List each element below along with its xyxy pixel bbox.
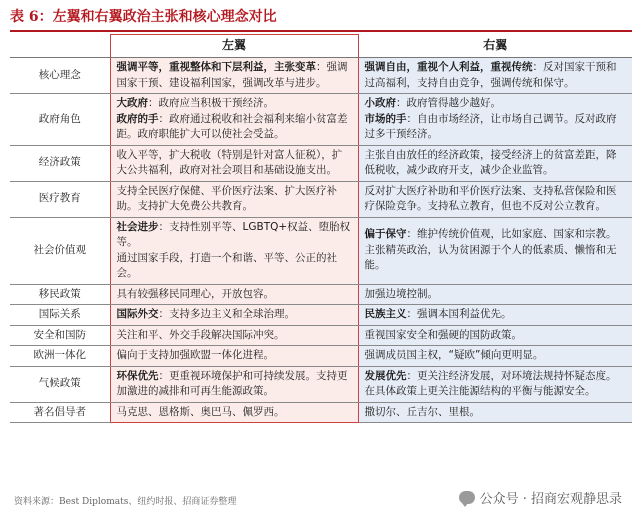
cell-emphasis: 环保优先	[116, 369, 159, 382]
table-row	[10, 346, 632, 367]
table-row	[10, 284, 632, 305]
cell-paragraph	[365, 112, 627, 143]
row-topic: 经济政策	[10, 145, 110, 181]
cell-text: 反对扩大医疗补助和平价医疗法案、支持私营保险和医疗保险竞争。支持私立教育，但也不反对公立教育。	[364, 184, 617, 212]
left-wing-cell	[110, 284, 358, 305]
cell-text: 偏向于支持加强欧盟一体化进程。	[116, 349, 274, 361]
table-row	[10, 145, 632, 181]
cell-emphasis: 大政府	[116, 97, 148, 109]
cell-paragraph	[117, 184, 352, 215]
table-row	[10, 181, 632, 217]
cell-text: ：政府应当积极干预经济。	[148, 97, 274, 109]
right-wing-cell	[358, 58, 632, 94]
left-wing-cell	[110, 94, 358, 146]
right-wing-cell	[358, 366, 632, 402]
cell-paragraph	[117, 405, 352, 421]
table-row	[10, 217, 632, 284]
cell-text: 主张精英政治，认为贫困源于个人的低素质、懒惰和无能。	[364, 243, 617, 272]
cell-text: ：政府通过税收和社会福利来缩小贫富差距。政府职能扩大可以使社会受益。	[116, 112, 348, 140]
cell-text: ：反对国家干预和过高福利，支持自由竞争，强调传统和保守。	[364, 61, 617, 89]
right-wing-cell	[358, 284, 632, 305]
cell-emphasis: 民族主义	[364, 308, 407, 320]
header-row	[10, 35, 632, 58]
table-row	[10, 325, 632, 346]
cell-paragraph	[117, 220, 352, 251]
cell-emphasis: 政府的手	[116, 112, 159, 125]
cell-text: 加强边境控制。	[364, 287, 438, 300]
table-row	[10, 94, 632, 146]
table-row	[10, 402, 632, 423]
cell-paragraph	[117, 251, 352, 282]
cell-paragraph	[365, 287, 627, 303]
cell-text: 关注和平、外交手段解决国际冲突。	[116, 328, 285, 341]
cell-paragraph	[365, 328, 627, 344]
header-left-wing: 左翼	[110, 35, 358, 58]
cell-text: 强调成员国主权，“疑欧”倾向更明显。	[364, 349, 544, 361]
cell-text: 马克思、恩格斯、奥巴马、佩罗西。	[116, 405, 285, 418]
cell-text: ：自由市场经济，让市场自己调节。反对政府过多干预经济。	[364, 112, 617, 140]
cell-paragraph	[365, 243, 627, 274]
row-topic: 著名倡导者	[10, 402, 110, 423]
cell-paragraph	[365, 96, 627, 112]
cell-paragraph	[117, 307, 352, 323]
cell-emphasis: 强调平等，重视整体和下层利益，主张变革	[116, 61, 316, 73]
cell-text: 具有较强移民同理心，开放包容。	[116, 287, 274, 300]
left-wing-cell	[110, 145, 358, 181]
cell-emphasis: 国际外交	[116, 308, 159, 320]
cell-text: ：更关注经济发展，对环境法规持怀疑态度。在具体政策上更关注能源结构的平衡与能源安全。	[364, 369, 617, 397]
cell-paragraph	[117, 60, 352, 91]
table-row	[10, 305, 632, 326]
title-rule	[10, 30, 632, 32]
cell-emphasis: 偏于保守	[364, 228, 407, 241]
cell-text: ：强调国家干预、建设福利国家，强调改革与进步。	[116, 61, 348, 89]
cell-text: ：支持性别平等、LGBTQ+权益、堕胎权等。	[116, 220, 351, 248]
wechat-icon	[459, 491, 475, 504]
row-topic: 气候政策	[10, 366, 110, 402]
cell-paragraph	[365, 60, 627, 91]
right-wing-cell	[358, 402, 632, 423]
cell-text: 通过国家手段，打造一个和谐、平等、公正的社会。	[116, 251, 337, 279]
right-wing-cell	[358, 346, 632, 367]
cell-paragraph	[117, 148, 352, 179]
row-topic: 国际关系	[10, 305, 110, 326]
left-wing-cell	[110, 402, 358, 423]
row-topic: 安全和国防	[10, 325, 110, 346]
cell-paragraph	[365, 307, 627, 323]
cell-text: 撒切尔、丘吉尔、里根。	[364, 405, 480, 418]
row-topic: 核心理念	[10, 58, 110, 94]
cell-emphasis: 小政府	[364, 97, 396, 109]
cell-paragraph	[365, 405, 627, 421]
cell-paragraph	[365, 184, 627, 215]
cell-text: ：政府管得越少越好。	[396, 97, 501, 109]
left-wing-cell	[110, 217, 358, 284]
cell-text: ：强调本国利益优先。	[406, 308, 512, 320]
cell-paragraph	[365, 348, 627, 364]
cell-text: ：维护传统价值观，比如家庭、国家和宗教。	[406, 228, 617, 241]
watermark	[459, 488, 622, 507]
cell-emphasis: 市场的手	[364, 112, 407, 125]
watermark-text: 公众号 · 招商宏观静思录	[479, 492, 622, 507]
cell-paragraph	[117, 369, 352, 400]
cell-emphasis: 社会进步	[116, 220, 159, 233]
row-topic: 政府角色	[10, 94, 110, 146]
row-topic: 医疗教育	[10, 181, 110, 217]
left-wing-cell	[110, 181, 358, 217]
cell-text: ：支持多边主义和全球治理。	[158, 308, 295, 320]
right-wing-cell	[358, 94, 632, 146]
right-wing-cell	[358, 325, 632, 346]
header-right-wing: 右翼	[358, 35, 632, 58]
table-row	[10, 366, 632, 402]
row-topic: 移民政策	[10, 284, 110, 305]
comparison-table	[10, 34, 632, 423]
cell-paragraph	[365, 369, 627, 400]
header-topic	[10, 35, 110, 58]
cell-paragraph	[117, 328, 352, 344]
cell-paragraph	[117, 348, 352, 364]
cell-text: 主张自由放任的经济政策，接受经济上的贫富差距，降低税收，减少政府开支，减少企业监管。	[364, 148, 617, 176]
right-wing-cell	[358, 145, 632, 181]
left-wing-cell	[110, 305, 358, 326]
right-wing-cell	[358, 217, 632, 284]
cell-emphasis: 发展优先	[364, 369, 407, 382]
left-wing-cell	[110, 346, 358, 367]
cell-text: 重视国家安全和强硬的国防政策。	[364, 328, 522, 341]
cell-paragraph	[365, 148, 627, 179]
left-wing-cell	[110, 58, 358, 94]
cell-paragraph	[117, 96, 352, 112]
left-wing-cell	[110, 366, 358, 402]
right-wing-cell	[358, 181, 632, 217]
cell-text: 支持全民医疗保健、平价医疗法案、扩大医疗补助。支持扩大免费公共教育。	[116, 184, 337, 212]
cell-paragraph	[117, 287, 352, 303]
cell-paragraph	[365, 227, 627, 243]
left-wing-cell	[110, 325, 358, 346]
table-title: 表 6：左翼和右翼政治主张和核心理念对比	[10, 9, 277, 25]
row-topic: 欧洲一体化	[10, 346, 110, 367]
row-topic: 社会价值观	[10, 217, 110, 284]
cell-paragraph	[117, 112, 352, 143]
cell-text: ：更重视环境保护和可持续发展。支持更加激进的减排和可再生能源政策。	[116, 369, 348, 397]
table-row	[10, 58, 632, 94]
cell-text: 收入平等，扩大税收（特别是针对富人征税），扩大公共福利，政府对社会项目和基础设施支出。	[116, 148, 343, 176]
cell-emphasis: 强调自由，重视个人利益，重视传统	[364, 61, 533, 73]
source-note: 资料来源：Best Diplomats、纽约时报、招商证券整理	[14, 497, 237, 507]
right-wing-cell	[358, 305, 632, 326]
